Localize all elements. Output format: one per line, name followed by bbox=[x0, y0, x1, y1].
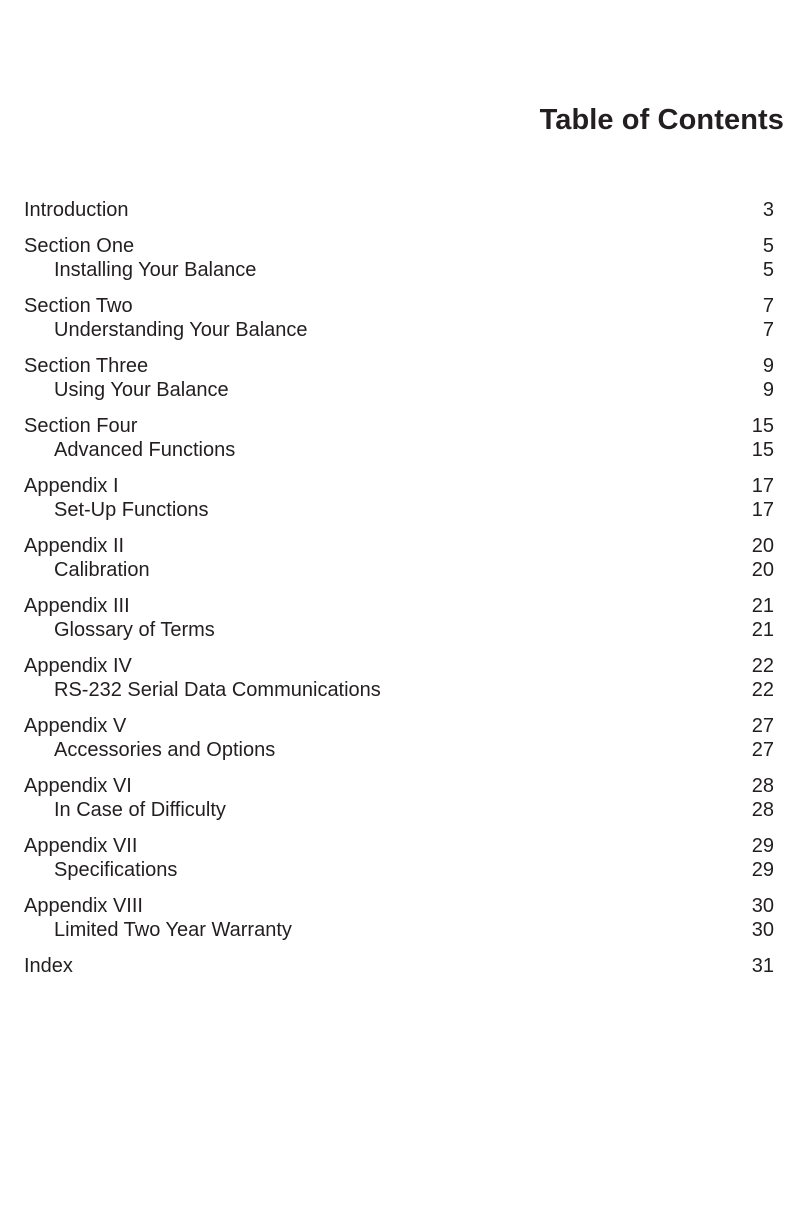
toc-group bbox=[24, 834, 774, 882]
toc-subentry-label: Specifications bbox=[54, 859, 178, 881]
toc-entry-page: 3 bbox=[762, 199, 774, 221]
toc-subentry-page: 15 bbox=[751, 439, 774, 461]
toc-subentry-page: 27 bbox=[751, 739, 774, 761]
toc-subentry bbox=[24, 678, 774, 702]
toc-entry bbox=[24, 414, 774, 438]
toc-entry-page: 29 bbox=[751, 835, 774, 857]
toc-subentry-page: 17 bbox=[751, 499, 774, 521]
toc-subentry bbox=[24, 618, 774, 642]
toc-subentry-page: 28 bbox=[751, 799, 774, 821]
toc-subentry-page: 29 bbox=[751, 859, 774, 881]
table-of-contents bbox=[24, 198, 774, 990]
toc-subentry-label: Installing Your Balance bbox=[54, 259, 257, 281]
toc-entry bbox=[24, 654, 774, 678]
toc-group bbox=[24, 534, 774, 582]
toc-entry-label: Section Four bbox=[24, 415, 138, 437]
toc-entry-page: 22 bbox=[751, 655, 774, 677]
toc-subentry-label: Limited Two Year Warranty bbox=[54, 919, 292, 941]
toc-group bbox=[24, 354, 774, 402]
toc-subentry-label: Set-Up Functions bbox=[54, 499, 209, 521]
toc-subentry bbox=[24, 498, 774, 522]
toc-group bbox=[24, 894, 774, 942]
toc-group bbox=[24, 654, 774, 702]
toc-entry bbox=[24, 534, 774, 558]
toc-subentry bbox=[24, 258, 774, 282]
toc-subentry-label: Using Your Balance bbox=[54, 379, 229, 401]
toc-subentry-label: In Case of Difficulty bbox=[54, 799, 226, 821]
toc-entry-label: Appendix III bbox=[24, 595, 130, 617]
toc-subentry-page: 30 bbox=[751, 919, 774, 941]
toc-entry-label: Appendix V bbox=[24, 715, 127, 737]
toc-subentry bbox=[24, 798, 774, 822]
toc-entry-page: 15 bbox=[751, 415, 774, 437]
toc-group bbox=[24, 774, 774, 822]
toc-entry bbox=[24, 774, 774, 798]
toc-subentry-label: Glossary of Terms bbox=[54, 619, 215, 641]
toc-entry bbox=[24, 474, 774, 498]
toc-entry bbox=[24, 834, 774, 858]
toc-group bbox=[24, 414, 774, 462]
toc-entry-page: 21 bbox=[751, 595, 774, 617]
toc-entry-label: Appendix VII bbox=[24, 835, 138, 857]
toc-subentry-page: 5 bbox=[762, 259, 774, 281]
toc-subentry bbox=[24, 738, 774, 762]
toc-subentry-label: Accessories and Options bbox=[54, 739, 276, 761]
toc-entry-page: 28 bbox=[751, 775, 774, 797]
toc-entry-label: Section Two bbox=[24, 295, 133, 317]
toc-entry-page: 27 bbox=[751, 715, 774, 737]
toc-subentry-page: 7 bbox=[762, 319, 774, 341]
toc-entry-label: Section One bbox=[24, 235, 135, 257]
toc-entry-label: Appendix VI bbox=[24, 775, 132, 797]
toc-entry-page: 17 bbox=[751, 475, 774, 497]
toc-subentry bbox=[24, 438, 774, 462]
toc-subentry-page: 21 bbox=[751, 619, 774, 641]
toc-subentry-label: Calibration bbox=[54, 559, 150, 581]
toc-subentry bbox=[24, 318, 774, 342]
toc-entry-label: Index bbox=[24, 955, 73, 977]
toc-entry-page: 30 bbox=[751, 895, 774, 917]
toc-entry bbox=[24, 294, 774, 318]
toc-entry-page: 5 bbox=[762, 235, 774, 257]
toc-subentry bbox=[24, 378, 774, 402]
toc-entry bbox=[24, 954, 774, 978]
toc-entry-label: Section Three bbox=[24, 355, 149, 377]
toc-subentry-label: Advanced Functions bbox=[54, 439, 236, 461]
toc-entry bbox=[24, 354, 774, 378]
toc-entry-page: 31 bbox=[751, 955, 774, 977]
toc-subentry-label: RS-232 Serial Data Communications bbox=[54, 679, 381, 701]
toc-group bbox=[24, 954, 774, 978]
toc-group bbox=[24, 474, 774, 522]
toc-entry-label: Appendix IV bbox=[24, 655, 132, 677]
toc-subentry bbox=[24, 858, 774, 882]
toc-subentry bbox=[24, 918, 774, 942]
toc-entry-label: Introduction bbox=[24, 199, 129, 221]
toc-subentry bbox=[24, 558, 774, 582]
toc-subentry-page: 9 bbox=[762, 379, 774, 401]
toc-entry bbox=[24, 234, 774, 258]
toc-entry-page: 20 bbox=[751, 535, 774, 557]
toc-group bbox=[24, 198, 774, 222]
toc-entry bbox=[24, 594, 774, 618]
toc-group bbox=[24, 594, 774, 642]
toc-entry-label: Appendix I bbox=[24, 475, 119, 497]
toc-subentry-page: 22 bbox=[751, 679, 774, 701]
toc-entry bbox=[24, 714, 774, 738]
toc-subentry-label: Understanding Your Balance bbox=[54, 319, 308, 341]
toc-group bbox=[24, 294, 774, 342]
toc-entry-label: Appendix II bbox=[24, 535, 125, 557]
toc-entry-label: Appendix VIII bbox=[24, 895, 143, 917]
toc-entry bbox=[24, 198, 774, 222]
toc-group bbox=[24, 714, 774, 762]
toc-entry bbox=[24, 894, 774, 918]
page-title: Table of Contents bbox=[539, 104, 784, 136]
toc-entry-page: 7 bbox=[762, 295, 774, 317]
toc-subentry-page: 20 bbox=[751, 559, 774, 581]
toc-entry-page: 9 bbox=[762, 355, 774, 377]
toc-group bbox=[24, 234, 774, 282]
